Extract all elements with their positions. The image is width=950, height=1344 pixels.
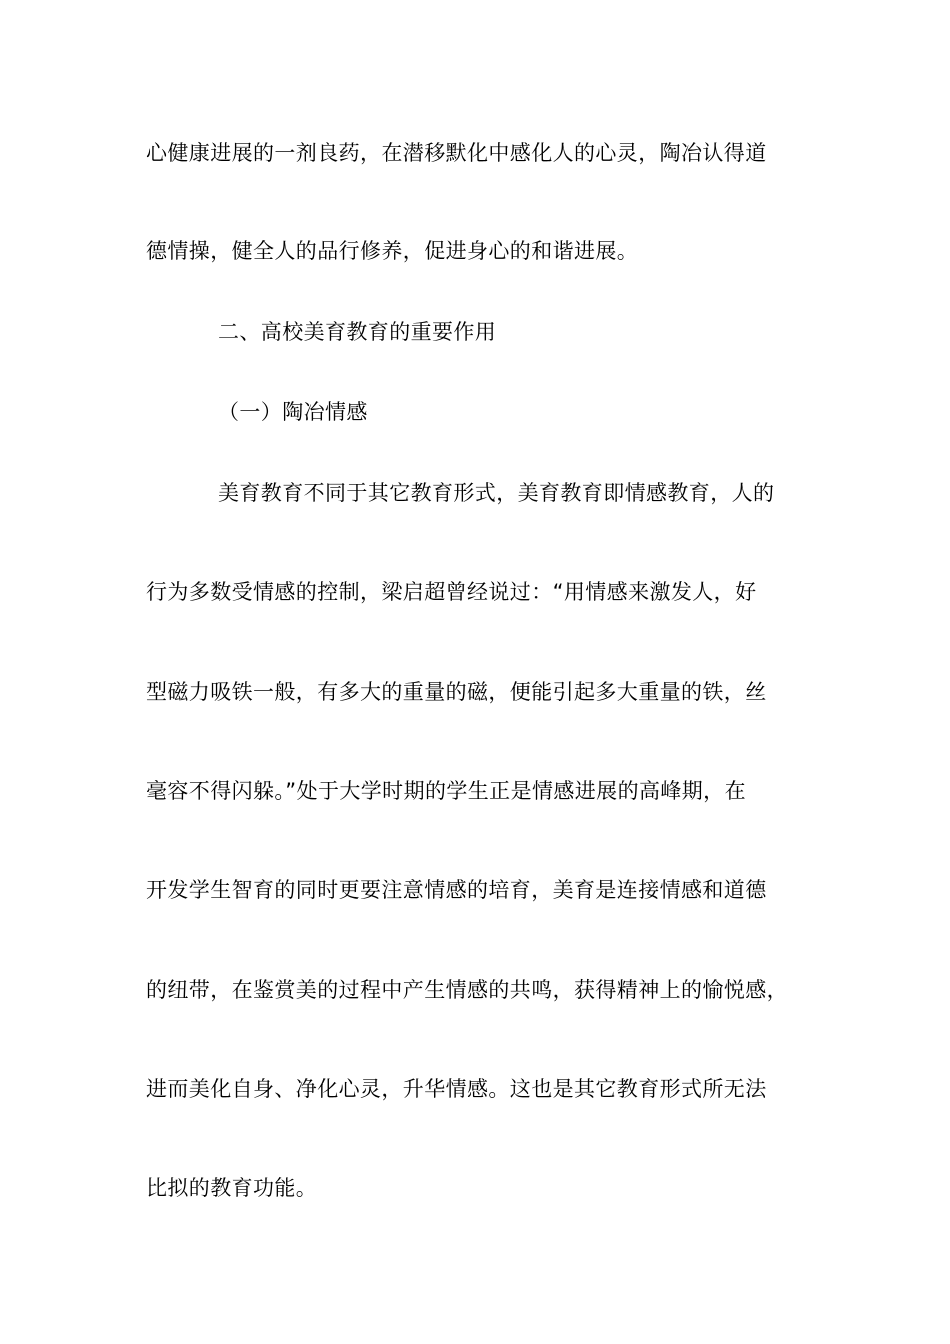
- paragraph-line: 进而美化自身、净化心灵，升华情感。这也是其它教育形式所无法: [146, 1077, 767, 1101]
- paragraph-line: 美育教育不同于其它教育形式，美育教育即情感教育，人的: [218, 481, 775, 505]
- paragraph-line: 行为多数受情感的控制，梁启超曾经说过：“用情感来激发人，好: [146, 580, 757, 604]
- paragraph-line: 心健康进展的一剂良药，在潜移默化中感化人的心灵，陶冶认得道: [146, 141, 767, 165]
- subsection-heading: （一）陶冶情感: [218, 400, 368, 424]
- paragraph-line: 型磁力吸铁一般，有多大的重量的磁，便能引起多大重量的铁，丝: [146, 680, 767, 704]
- paragraph-line: 毫容不得闪躲。”处于大学时期的学生正是情感进展的高峰期，在: [146, 779, 746, 803]
- paragraph-line: 的纽带，在鉴赏美的过程中产生情感的共鸣，获得精神上的愉悦感，: [146, 978, 788, 1002]
- paragraph-line: 开发学生智育的同时更要注意情感的培育，美育是连接情感和道德: [146, 878, 767, 902]
- paragraph-line: 德情操，健全人的品行修养，促进身心的和谐进展。: [146, 239, 639, 263]
- section-heading: 二、高校美育教育的重要作用: [218, 320, 497, 344]
- paragraph-line: 比拟的教育功能。: [146, 1176, 318, 1200]
